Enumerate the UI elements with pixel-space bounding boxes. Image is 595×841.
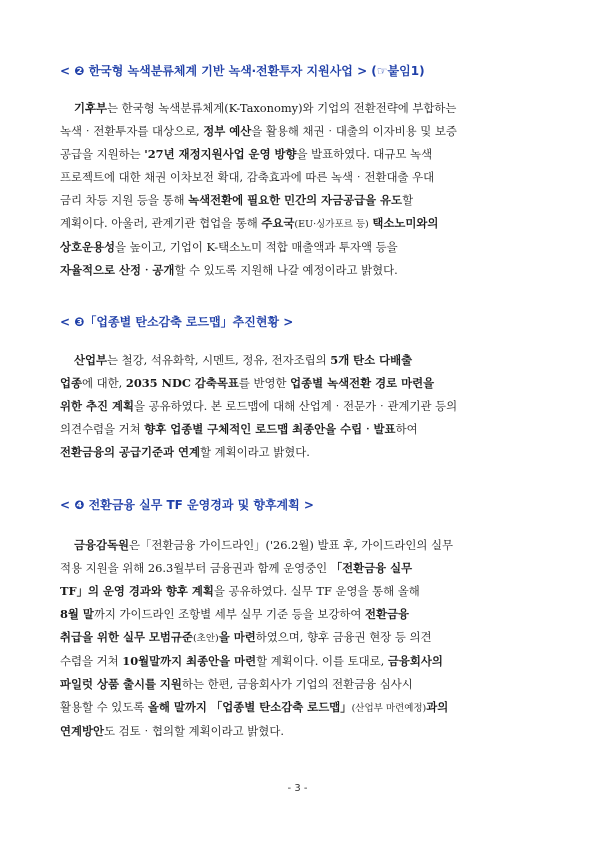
paragraph-line: 의견수렴을 거쳐 향후 업종별 구체적인 로드맵 최종안을 수립‧발표하여 <box>60 422 418 436</box>
paragraph-sector-roadmap <box>60 349 538 464</box>
section-heading-sector-roadmap: < ❸「업종별 탄소감축 로드맵」추진현황 > <box>60 315 294 329</box>
paragraph-line: 취급을 위한 실무 모범규준(초안)을 마련하였으며, 향후 금융권 현장 등 의견 <box>60 630 432 644</box>
paragraph-line: 금융감독원은「전환금융 가이드라인」('26.2월) 발표 후, 가이드라인의 실무 <box>74 538 453 552</box>
paragraph-line: 연계방안도 검토‧협의할 계획이라고 밝혔다. <box>60 724 284 738</box>
paragraph-line: 적용 지원을 위해 26.3월부터 금융권과 함께 운영중인 「전환금융 실무 <box>60 561 413 575</box>
paragraph-line: 파일럿 상품 출시를 지원하는 한편, 금융회사가 기업의 전환금융 심사시 <box>60 677 413 691</box>
paragraph-line: 기후부는 한국형 녹색분류체계(K-Taxonomy)와 기업의 전환전략에 부합하는 <box>74 101 457 115</box>
page-number: - 3 - <box>287 783 308 794</box>
section-heading-transition-finance-tf: < ❹ 전환금융 실무 TF 운영경과 및 향후계획 > <box>60 498 314 512</box>
section-heading-green-transition-investment: < ❷ 한국형 녹색분류체계 기반 녹색‧전환투자 지원사업 > (☞붙임1) <box>60 64 425 78</box>
paragraph-line: 업종에 대한, 2035 NDC 감축목표를 반영한 업종별 녹색전환 경로 마련을 <box>60 376 435 390</box>
paragraph-line: 계획이다. 아울러, 관계기관 협업을 통해 주요국(EU‧싱가포르 등) 택소노미와의 <box>60 216 439 230</box>
paragraph-line: 공급을 지원하는 '27년 재정지원사업 운영 방향을 발표하였다. 대규모 녹색 <box>60 147 433 161</box>
paragraph-line: 8월 말까지 가이드라인 조항별 세부 실무 기준 등을 보강하여 전환금융 <box>60 607 409 621</box>
paragraph-transition-finance-tf <box>60 534 538 743</box>
paragraph-line: 산업부는 철강, 석유화학, 시멘트, 정유, 전자조립의 5개 탄소 다배출 <box>74 353 413 367</box>
paragraph-line: 수렴을 거쳐 10월말까지 최종안을 마련할 계획이다. 이를 토대로, 금융회사의 <box>60 654 443 668</box>
paragraph-line: 녹색‧전환투자를 대상으로, 정부 예산을 활용해 채권‧대출의 이자비용 및 보증 <box>60 124 457 138</box>
paragraph-line: 활용할 수 있도록 올해 말까지 「업종별 탄소감축 로드맵」(산업부 마련예정)과의 <box>60 700 449 714</box>
paragraph-line: 금리 차등 지원 등을 통해 녹색전환에 필요한 민간의 자금공급을 유도할 <box>60 193 414 207</box>
paragraph-line: 위한 추진 계획을 공유하였다. 본 로드맵에 대해 산업계‧전문가‧관계기관 등의 <box>60 399 458 413</box>
paragraph-line: 자율적으로 산정‧공개할 수 있도록 지원해 나갈 예정이라고 밝혔다. <box>60 263 398 277</box>
paragraph-line: 전환금융의 공급기준과 연계할 계획이라고 밝혔다. <box>60 445 310 459</box>
paragraph-line: 상호운용성을 높이고, 기업이 K-택소노미 적합 매출액과 투자액 등을 <box>60 240 398 254</box>
paragraph-green-transition-investment <box>60 97 538 282</box>
paragraph-line: TF」의 운영 경과와 향후 계획을 공유하였다. 실무 TF 운영을 통해 올해 <box>60 584 420 598</box>
paragraph-line: 프로젝트에 대한 채권 이차보전 확대, 감축효과에 따른 녹색‧전환대출 우대 <box>60 170 435 184</box>
